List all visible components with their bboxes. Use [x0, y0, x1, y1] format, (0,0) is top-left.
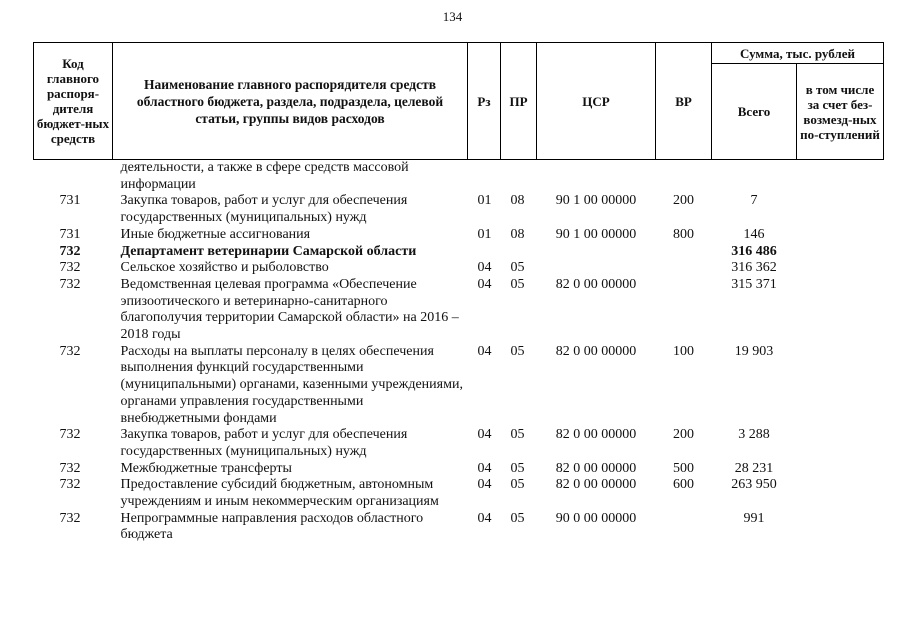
cell-pr: 05: [510, 477, 525, 493]
cell-total: 991: [743, 510, 765, 526]
cell-name: Предоставление субсидий бюджетным, автономным учреждениям и иным некоммерческим организациям: [120, 477, 439, 510]
cell-code: 732: [59, 460, 81, 476]
cell-free: [797, 277, 884, 344]
cell-csr: 82 0 00 00000: [555, 427, 637, 443]
cell-free: [797, 477, 884, 510]
header-pr: ПР: [501, 43, 537, 160]
cell-code: 732: [59, 477, 81, 493]
cell-csr: 82 0 00 00000: [555, 343, 637, 359]
table-row: [34, 227, 884, 244]
cell-rz: 04: [477, 260, 492, 276]
table-row: [34, 477, 884, 510]
cell-total: 316 362: [731, 260, 777, 276]
cell-pr: [501, 160, 537, 194]
cell-code: 732: [59, 243, 81, 259]
header-vr: ВР: [656, 43, 712, 160]
cell-name: деятельности, а также в сфере средств массовой информации: [120, 160, 409, 192]
cell-csr: [537, 260, 656, 277]
table-row: [34, 511, 884, 544]
cell-pr: 05: [510, 260, 525, 276]
cell-pr: 05: [510, 343, 525, 359]
table-row: [34, 193, 884, 226]
cell-code: 732: [59, 343, 81, 359]
header-csr: ЦСР: [537, 43, 656, 160]
cell-code: 732: [59, 276, 81, 292]
cell-vr: 600: [673, 477, 694, 493]
cell-total: 146: [743, 226, 765, 242]
cell-vr: [656, 260, 712, 277]
cell-total: [712, 160, 797, 194]
cell-total: 28 231: [734, 460, 774, 476]
cell-name: Сельское хозяйство и рыболовство: [120, 260, 329, 276]
cell-rz: 01: [477, 226, 492, 242]
cell-vr: 200: [673, 427, 694, 443]
table-row: [34, 427, 884, 460]
cell-name: Департамент ветеринарии Самарской области: [120, 243, 417, 259]
cell-name: Закупка товаров, работ и услуг для обеспечения государственных (муниципальных) нужд: [120, 193, 408, 226]
cell-free: [797, 461, 884, 478]
cell-vr: [656, 277, 712, 344]
cell-vr: 500: [673, 460, 694, 476]
cell-total: 19 903: [734, 343, 774, 359]
cell-pr: 05: [510, 460, 525, 476]
cell-code: [34, 160, 113, 194]
cell-code: 731: [59, 193, 81, 209]
header-sum: Сумма, тыс. рублей: [712, 43, 884, 64]
cell-code: 732: [59, 510, 81, 526]
cell-total: 3 288: [738, 427, 770, 443]
cell-csr: 90 0 00 00000: [555, 510, 637, 526]
cell-rz: 04: [477, 477, 492, 493]
cell-csr: 82 0 00 00000: [555, 460, 637, 476]
cell-rz: [468, 160, 501, 194]
cell-free: [797, 244, 884, 261]
table-row: [34, 461, 884, 478]
cell-name: Межбюджетные трансферты: [120, 460, 292, 476]
cell-csr: [537, 160, 656, 194]
cell-free: [797, 260, 884, 277]
table-header: [34, 43, 884, 160]
cell-name: Ведомственная целевая программа «Обеспечение эпизоотического и ветеринарно-санитарного благополучия территории Самарской области» на 2016 – 2018 годы: [120, 276, 459, 343]
page-number: 134: [442, 9, 463, 24]
header-name: Наименование главного распорядителя средств областного бюджета, раздела, подраздела, целевой статьи, группы видов расходов: [113, 43, 468, 160]
cell-total: 7: [750, 193, 758, 209]
cell-total: 263 950: [731, 477, 777, 493]
cell-csr: 82 0 00 00000: [555, 477, 637, 493]
cell-code: 731: [59, 226, 81, 242]
header-code: Код главного распоря-дителя бюджет-ных средств: [34, 43, 113, 160]
table-row: [34, 344, 884, 428]
cell-vr: 200: [673, 193, 694, 209]
cell-pr: 05: [510, 276, 525, 292]
cell-code: 732: [59, 427, 81, 443]
cell-rz: [468, 244, 501, 261]
cell-vr: 100: [673, 343, 694, 359]
cell-free: [797, 160, 884, 194]
cell-free: [797, 227, 884, 244]
cell-pr: 05: [510, 427, 525, 443]
table-row: [34, 277, 884, 344]
cell-rz: 04: [477, 510, 492, 526]
cell-code: 732: [59, 260, 81, 276]
cell-rz: 01: [477, 193, 492, 209]
budget-table: [33, 42, 884, 544]
cell-pr: [501, 244, 537, 261]
cell-name: Расходы на выплаты персоналу в целях обеспечения выполнения функций государственными (муниципальными) органами, казенными учреждениями, органами управления государственными внебюджетными фондами: [120, 343, 463, 426]
table-body: [34, 160, 884, 545]
cell-vr: [656, 511, 712, 544]
cell-vr: [656, 160, 712, 194]
cell-pr: 05: [510, 510, 525, 526]
cell-csr: 90 1 00 00000: [555, 193, 637, 209]
cell-rz: 04: [477, 427, 492, 443]
cell-name: Непрограммные направления расходов областного бюджета: [120, 510, 424, 543]
cell-csr: 90 1 00 00000: [555, 226, 637, 242]
cell-name: Иные бюджетные ассигнования: [120, 226, 311, 242]
cell-free: [797, 344, 884, 428]
cell-rz: 04: [477, 343, 492, 359]
cell-name: Закупка товаров, работ и услуг для обеспечения государственных (муниципальных) нужд: [120, 427, 408, 459]
table-row: [34, 160, 884, 194]
header-rz: Рз: [468, 43, 501, 160]
cell-csr: 82 0 00 00000: [555, 276, 637, 292]
cell-rz: 04: [477, 276, 492, 292]
header-total: Всего: [712, 64, 797, 160]
cell-free: [797, 193, 884, 226]
table-row: [34, 244, 884, 261]
cell-free: [797, 511, 884, 544]
cell-free: [797, 427, 884, 460]
header-free: в том числе за счет без-возмезд-ных по-ступлений: [797, 64, 884, 160]
table-row: [34, 260, 884, 277]
cell-rz: 04: [477, 460, 492, 476]
cell-vr: 800: [673, 226, 694, 242]
cell-total: 315 371: [731, 276, 777, 292]
cell-vr: [656, 244, 712, 261]
cell-pr: 08: [510, 193, 525, 209]
cell-pr: 08: [510, 226, 525, 242]
cell-total: 316 486: [731, 243, 777, 259]
cell-csr: [537, 244, 656, 261]
